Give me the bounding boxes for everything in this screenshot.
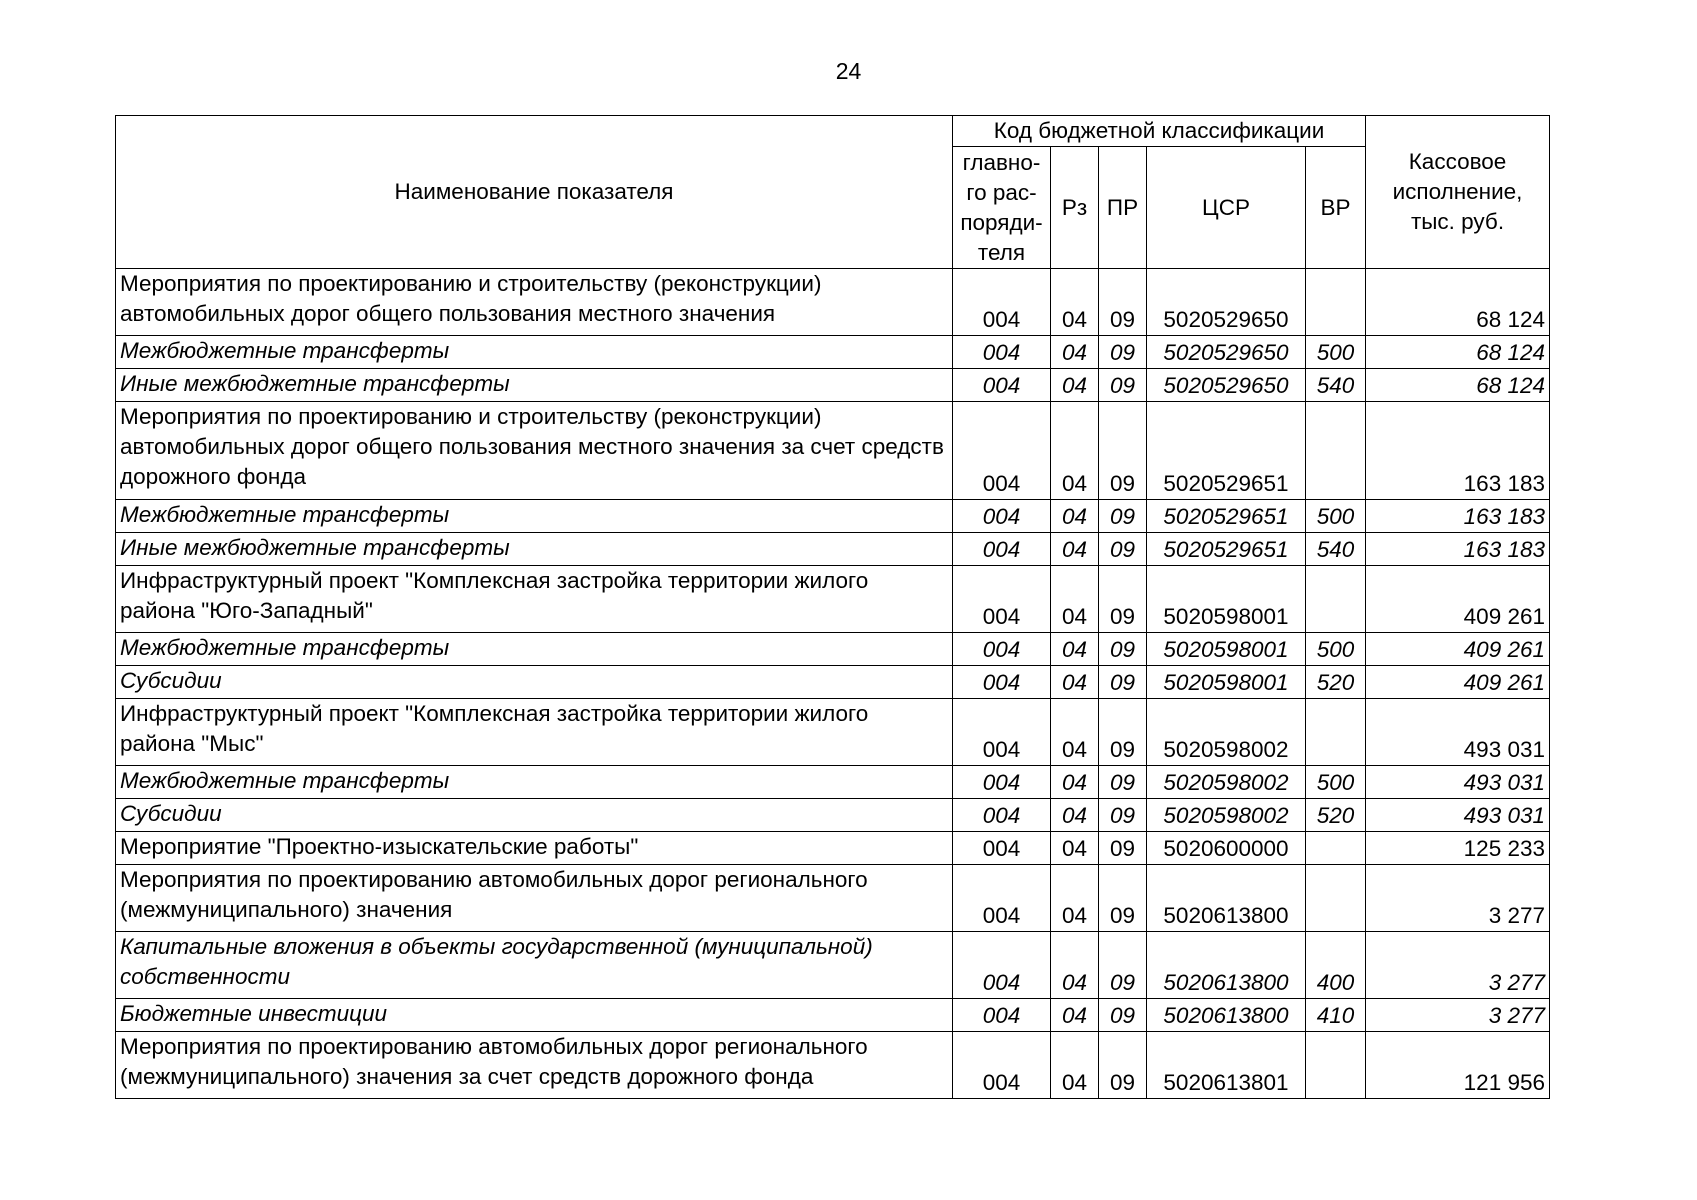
row-csr: 5020529651 (1147, 533, 1306, 566)
row-name: Субсидии (116, 799, 953, 832)
header-amount-line: тыс. руб. (1410, 209, 1505, 234)
row-rz: 04 (1051, 1032, 1099, 1099)
row-grbs: 004 (953, 766, 1051, 799)
header-pr: ПР (1099, 147, 1147, 269)
header-amount (1366, 116, 1550, 269)
row-rz: 04 (1051, 402, 1099, 500)
row-pr: 09 (1099, 336, 1147, 369)
row-amount: 68 124 (1366, 369, 1550, 402)
row-csr: 5020600000 (1147, 832, 1306, 865)
row-vr (1306, 832, 1366, 865)
row-csr: 5020598001 (1147, 566, 1306, 633)
header-grbs-line: главно- (962, 149, 1041, 175)
row-name: Субсидии (116, 666, 953, 699)
row-pr: 09 (1099, 533, 1147, 566)
row-name: Межбюджетные трансферты (116, 500, 953, 533)
header-grbs-line: поряди- (960, 209, 1043, 235)
row-csr: 5020613801 (1147, 1032, 1306, 1099)
table-row (116, 1032, 1550, 1099)
row-rz: 04 (1051, 766, 1099, 799)
row-amount: 3 277 (1366, 999, 1550, 1032)
table-row (116, 336, 1550, 369)
table-row (116, 402, 1550, 500)
table-row (116, 369, 1550, 402)
row-rz: 04 (1051, 932, 1099, 999)
row-name: Мероприятия по проектированию и строительству (реконструкции) автомобильных дорог общего пользования местного значения за счет средств дорожного фонда (116, 402, 953, 500)
row-pr: 09 (1099, 369, 1147, 402)
row-csr: 5020598001 (1147, 633, 1306, 666)
row-amount: 3 277 (1366, 932, 1550, 999)
header-rz: Рз (1051, 147, 1099, 269)
row-vr: 520 (1306, 666, 1366, 699)
row-csr: 5020598001 (1147, 666, 1306, 699)
row-rz: 04 (1051, 832, 1099, 865)
row-grbs: 004 (953, 500, 1051, 533)
row-pr: 09 (1099, 699, 1147, 766)
row-rz: 04 (1051, 865, 1099, 932)
row-csr: 5020598002 (1147, 699, 1306, 766)
row-vr: 540 (1306, 533, 1366, 566)
row-csr: 5020529651 (1147, 402, 1306, 500)
row-grbs: 004 (953, 402, 1051, 500)
row-vr: 500 (1306, 633, 1366, 666)
row-name: Капитальные вложения в объекты государственной (муниципальной) собственности (116, 932, 953, 999)
row-grbs: 004 (953, 865, 1051, 932)
row-amount: 493 031 (1366, 766, 1550, 799)
header-amount-line: Кассовое (1408, 149, 1507, 174)
row-grbs: 004 (953, 369, 1051, 402)
table-row (116, 766, 1550, 799)
row-name: Бюджетные инвестиции (116, 999, 953, 1032)
row-rz: 04 (1051, 699, 1099, 766)
row-name: Межбюджетные трансферты (116, 766, 953, 799)
row-csr: 5020529650 (1147, 269, 1306, 336)
row-name: Мероприятия по проектированию автомобильных дорог регионального (межмуниципального) значения за счет средств дорожного фонда (116, 1032, 953, 1099)
row-pr: 09 (1099, 633, 1147, 666)
row-pr: 09 (1099, 932, 1147, 999)
row-amount: 68 124 (1366, 336, 1550, 369)
row-rz: 04 (1051, 999, 1099, 1032)
row-grbs: 004 (953, 336, 1051, 369)
row-grbs: 004 (953, 832, 1051, 865)
row-name: Межбюджетные трансферты (116, 336, 953, 369)
row-grbs: 004 (953, 932, 1051, 999)
row-csr: 5020613800 (1147, 999, 1306, 1032)
row-amount: 121 956 (1366, 1032, 1550, 1099)
row-csr: 5020598002 (1147, 799, 1306, 832)
row-rz: 04 (1051, 799, 1099, 832)
row-vr (1306, 699, 1366, 766)
row-grbs: 004 (953, 633, 1051, 666)
row-amount: 493 031 (1366, 799, 1550, 832)
row-amount: 493 031 (1366, 699, 1550, 766)
row-grbs: 004 (953, 999, 1051, 1032)
header-name: Наименование показателя (116, 116, 953, 269)
row-rz: 04 (1051, 269, 1099, 336)
header-code-group: Код бюджетной классификации (953, 116, 1366, 147)
row-grbs: 004 (953, 666, 1051, 699)
row-vr: 400 (1306, 932, 1366, 999)
row-pr: 09 (1099, 766, 1147, 799)
row-vr: 540 (1306, 369, 1366, 402)
row-rz: 04 (1051, 369, 1099, 402)
row-csr: 5020529651 (1147, 500, 1306, 533)
row-vr: 500 (1306, 766, 1366, 799)
row-name: Мероприятия по проектированию автомобильных дорог регионального (межмуниципального) значения (116, 865, 953, 932)
budget-execution-table (115, 115, 1550, 1099)
row-pr: 09 (1099, 566, 1147, 633)
row-grbs: 004 (953, 799, 1051, 832)
row-csr: 5020529650 (1147, 336, 1306, 369)
row-name: Инфраструктурный проект "Комплексная застройка территории жилого района "Мыс" (116, 699, 953, 766)
row-vr (1306, 402, 1366, 500)
row-name: Инфраструктурный проект "Комплексная застройка территории жилого района "Юго-Западный" (116, 566, 953, 633)
row-rz: 04 (1051, 533, 1099, 566)
row-rz: 04 (1051, 666, 1099, 699)
table-row (116, 666, 1550, 699)
row-pr: 09 (1099, 269, 1147, 336)
row-amount: 409 261 (1366, 666, 1550, 699)
row-amount: 163 183 (1366, 402, 1550, 500)
row-csr: 5020598002 (1147, 766, 1306, 799)
table-row (116, 533, 1550, 566)
header-grbs-line: теля (977, 239, 1026, 265)
row-amount: 68 124 (1366, 269, 1550, 336)
row-vr: 410 (1306, 999, 1366, 1032)
row-pr: 09 (1099, 799, 1147, 832)
row-vr (1306, 1032, 1366, 1099)
row-amount: 163 183 (1366, 533, 1550, 566)
header-vr: ВР (1306, 147, 1366, 269)
row-name: Мероприятия по проектированию и строительству (реконструкции) автомобильных дорог общего пользования местного значения (116, 269, 953, 336)
table-row (116, 832, 1550, 865)
table-row (116, 566, 1550, 633)
row-pr: 09 (1099, 999, 1147, 1032)
row-vr: 500 (1306, 500, 1366, 533)
table-row (116, 865, 1550, 932)
row-pr: 09 (1099, 865, 1147, 932)
header-grbs (953, 147, 1051, 269)
row-pr: 09 (1099, 666, 1147, 699)
row-rz: 04 (1051, 336, 1099, 369)
row-vr (1306, 269, 1366, 336)
header-grbs-line: го рас- (966, 179, 1037, 205)
row-name: Иные межбюджетные трансферты (116, 533, 953, 566)
header-amount-line: исполнение, (1392, 179, 1523, 204)
row-vr: 520 (1306, 799, 1366, 832)
table-row (116, 799, 1550, 832)
row-vr: 500 (1306, 336, 1366, 369)
table-row (116, 633, 1550, 666)
row-grbs: 004 (953, 1032, 1051, 1099)
row-rz: 04 (1051, 633, 1099, 666)
row-amount: 3 277 (1366, 865, 1550, 932)
row-grbs: 004 (953, 566, 1051, 633)
row-pr: 09 (1099, 1032, 1147, 1099)
table-row (116, 932, 1550, 999)
row-csr: 5020613800 (1147, 932, 1306, 999)
table-row (116, 500, 1550, 533)
header-csr: ЦСР (1147, 147, 1306, 269)
row-name: Межбюджетные трансферты (116, 633, 953, 666)
row-rz: 04 (1051, 500, 1099, 533)
row-amount: 409 261 (1366, 566, 1550, 633)
row-amount: 409 261 (1366, 633, 1550, 666)
row-csr: 5020613800 (1147, 865, 1306, 932)
row-pr: 09 (1099, 832, 1147, 865)
page-number: 24 (835, 58, 862, 84)
row-grbs: 004 (953, 533, 1051, 566)
table-row (116, 269, 1550, 336)
row-amount: 163 183 (1366, 500, 1550, 533)
row-amount: 125 233 (1366, 832, 1550, 865)
table-row (116, 699, 1550, 766)
row-vr (1306, 566, 1366, 633)
row-grbs: 004 (953, 269, 1051, 336)
row-grbs: 004 (953, 699, 1051, 766)
row-pr: 09 (1099, 402, 1147, 500)
row-pr: 09 (1099, 500, 1147, 533)
row-vr (1306, 865, 1366, 932)
row-csr: 5020529650 (1147, 369, 1306, 402)
row-name: Мероприятие "Проектно-изыскательские работы" (116, 832, 953, 865)
table-row (116, 999, 1550, 1032)
row-name: Иные межбюджетные трансферты (116, 369, 953, 402)
row-rz: 04 (1051, 566, 1099, 633)
